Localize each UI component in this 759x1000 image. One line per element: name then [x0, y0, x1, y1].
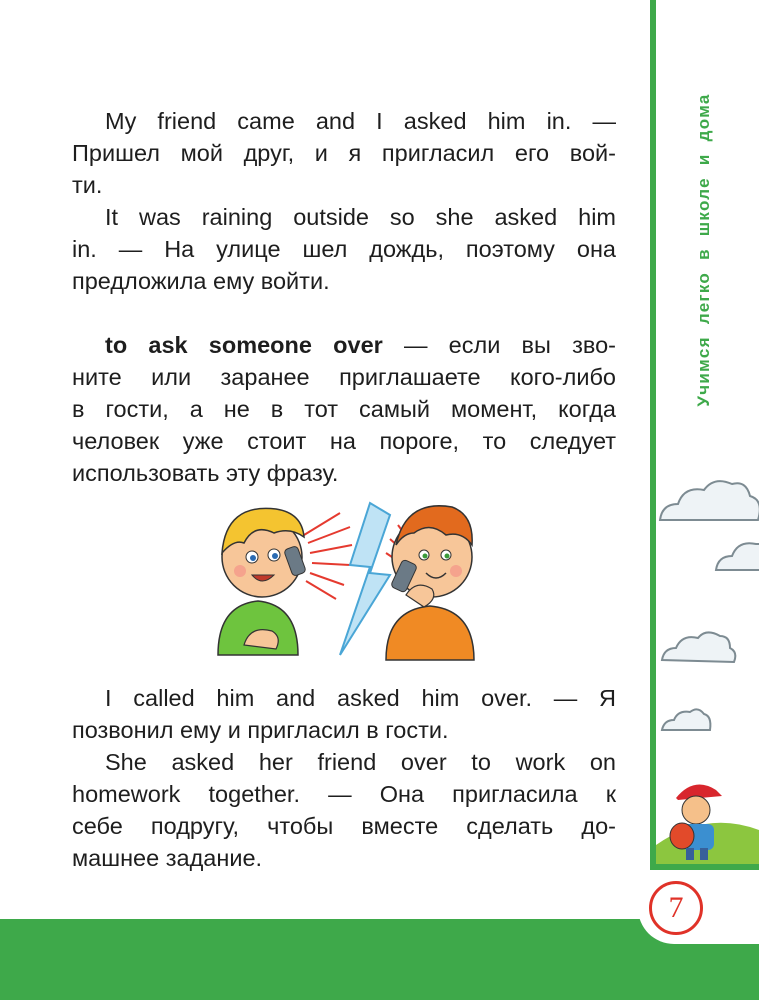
- right-boy: [386, 506, 474, 660]
- page-number: 7: [668, 891, 684, 924]
- text-line: ти.: [72, 172, 103, 198]
- example-paragraph: [72, 746, 616, 874]
- text-line: позвонил ему и пригласил в гости.: [72, 717, 449, 743]
- text-line: It was raining outside so she asked him: [105, 204, 616, 230]
- text-line: My friend came and I asked him in. —: [105, 108, 616, 134]
- text-line: She asked her friend over to work on: [105, 749, 616, 775]
- text-line: homework together. — Она пригласила к: [72, 781, 616, 807]
- text-line: Пришел мой друг, и я пригласил его вой-: [72, 140, 616, 166]
- sidebar-title: Учимся легко в школе и дома: [694, 93, 713, 407]
- block-ask-over-definition: [72, 329, 616, 489]
- text-line: предложила ему войти.: [72, 268, 330, 294]
- example-paragraph: [72, 105, 616, 201]
- bottom-band: [0, 919, 759, 1000]
- cloud-icon: [716, 543, 759, 570]
- example-paragraph: [72, 682, 616, 746]
- example-paragraph: [72, 201, 616, 297]
- definition-paragraph: [72, 329, 616, 489]
- text-line: in. — На улице шел дождь, поэтому она: [72, 236, 616, 262]
- page-number-circle: [649, 881, 703, 935]
- text-line: использовать эту фразу.: [72, 460, 339, 486]
- phrase-term: to ask someone over: [105, 332, 383, 358]
- left-boy: [218, 508, 306, 655]
- text-line: I called him and asked him over. — Я: [105, 685, 616, 711]
- text-line: в гости, а не в тот самый момент, когда: [72, 396, 616, 422]
- text-line: себе подругу, чтобы вместе сделать до-: [72, 813, 616, 839]
- phone-call-illustration: [200, 495, 490, 670]
- cloud-icon: [662, 632, 735, 662]
- text-line: to ask someone over — если вы зво-: [105, 332, 616, 358]
- cloud-icon: [660, 481, 759, 520]
- text-line: человек уже стоит на пороге, то следует: [72, 428, 616, 454]
- lightning-icon: [340, 503, 390, 655]
- text-line: машнее задание.: [72, 845, 263, 871]
- sound-lines: [304, 513, 352, 599]
- block-ask-in: [72, 105, 616, 297]
- block-ask-over-examples: [72, 682, 616, 874]
- text-line: ните или заранее приглашаете кого-либо: [72, 364, 616, 390]
- cloud-icon: [662, 709, 710, 730]
